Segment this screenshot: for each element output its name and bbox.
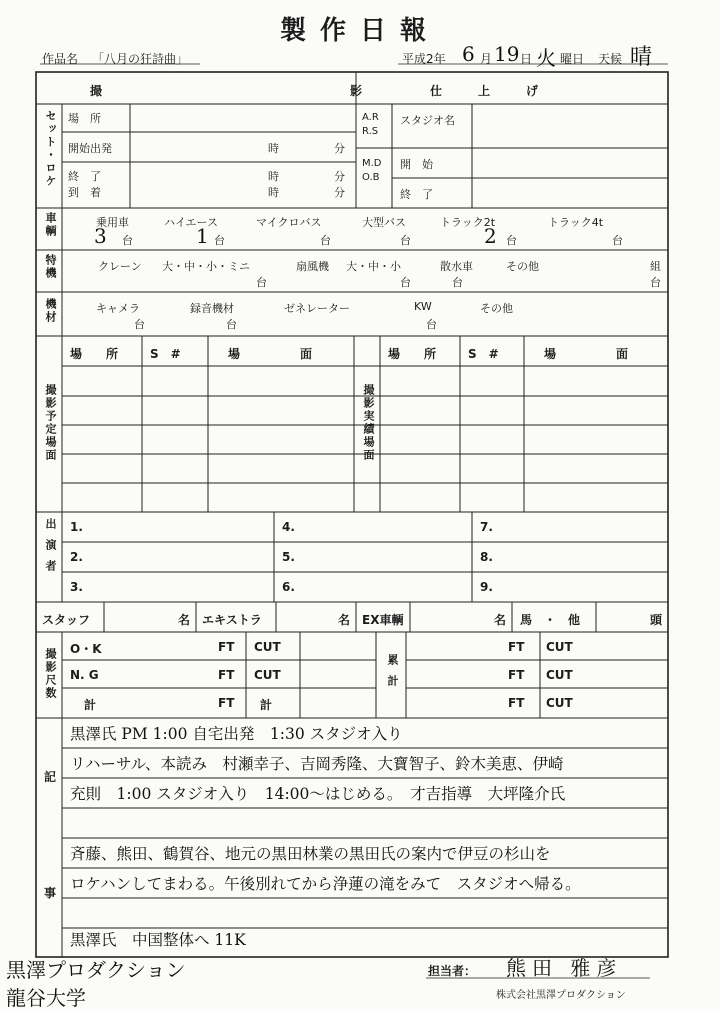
ft-unit: FT xyxy=(508,696,525,710)
watermark-line: 黒澤プロダクション xyxy=(6,958,186,982)
vehicle-unit: 台 xyxy=(122,234,133,247)
crane-label: クレーン xyxy=(98,260,142,273)
vehicle-item: ハイエース xyxy=(164,216,219,229)
vehicle-count: 1 xyxy=(196,224,209,248)
fan-label: 扇風機 xyxy=(296,260,329,273)
cast-number: 3. xyxy=(70,580,83,594)
watermark-line: 龍谷大学 xyxy=(6,986,86,1010)
location-vlabel: セット・ロケ xyxy=(44,110,57,188)
equipment-item: その他 xyxy=(480,302,513,315)
cast-number: 7. xyxy=(480,520,493,534)
scene-header-scene: 場 面 xyxy=(228,347,313,361)
ft-unit: FT xyxy=(508,668,525,682)
actual-scenes-vlabel: 撮影実績場面 xyxy=(362,384,375,462)
cast-number: 8. xyxy=(480,550,493,564)
cut-unit: CUT xyxy=(254,640,281,654)
cast-number: 4. xyxy=(282,520,295,534)
day-unit: 日 xyxy=(520,52,533,66)
arrive-hour: 時 xyxy=(268,186,279,199)
equipment-unit: 台 xyxy=(426,318,437,331)
equipment-vlabel: 機材 xyxy=(44,298,57,324)
company-name: 株式会社黒澤プロダクション xyxy=(496,990,626,1001)
vehicle-count: 3 xyxy=(94,224,107,248)
cast-vlabel: 出演者 xyxy=(44,518,57,581)
total-label: 計 xyxy=(260,698,273,712)
head-unit: 頭 xyxy=(650,613,663,627)
responsible-name: 熊田 雅彦 xyxy=(506,956,623,980)
scene-header-place: 場 所 xyxy=(388,347,437,361)
special-set-unit: 組 xyxy=(650,260,661,273)
fan-sizes: 大・中・小 xyxy=(346,260,401,273)
equipment-item: ゼネレーター xyxy=(284,302,350,315)
cut-unit: CUT xyxy=(546,640,573,654)
month-value: 6 xyxy=(462,42,475,66)
note-line: 充則 1:00 スタジオ入り 14:00～はじめる。 才吉指導 大坪隆介氏 xyxy=(70,785,566,803)
arrive-minute: 分 xyxy=(334,186,345,199)
vehicle-item: トラック2t xyxy=(440,216,496,229)
cast-number: 1. xyxy=(70,520,83,534)
cut-unit: CUT xyxy=(254,668,281,682)
scene-header-sno: S # xyxy=(150,347,181,361)
page-title: 製作日報 xyxy=(279,16,440,46)
start-label: 開 始 xyxy=(400,158,433,171)
weekday-label: 曜日 xyxy=(560,52,585,66)
ob-label: O.B xyxy=(362,172,380,183)
crane-sizes: 大・中・小・ミニ xyxy=(162,260,250,273)
cast-number: 9. xyxy=(480,580,493,594)
ex-vehicle-name-unit: 名 xyxy=(494,613,507,627)
notes-vlabel: 記 xyxy=(44,770,57,784)
section-finishing: 仕 上 げ xyxy=(430,84,539,98)
vehicle-unit: 台 xyxy=(400,234,411,247)
scene-header-sno: S # xyxy=(468,347,499,361)
ar-label: A.R xyxy=(362,112,379,123)
extra-label: エキストラ xyxy=(202,613,262,627)
footage-vlabel: 撮影尺数 xyxy=(44,648,57,700)
studio-label: スタジオ名 xyxy=(400,114,455,127)
note-line: 黒澤氏 PM 1:00 自宅出発 1:30 スタジオ入り xyxy=(70,725,403,743)
horse-label: 馬 ・ 他 xyxy=(520,613,581,627)
total-label: 計 xyxy=(84,698,97,712)
scene-header-scene: 場 面 xyxy=(544,347,629,361)
special-unit: 台 xyxy=(256,276,267,289)
cast-number: 2. xyxy=(70,550,83,564)
vehicle-item: 大型バス xyxy=(362,216,406,229)
ex-vehicle-label: EX車輌 xyxy=(362,613,404,627)
depart-hour: 時 xyxy=(268,142,279,155)
ft-unit: FT xyxy=(218,696,235,710)
special-vlabel: 特機 xyxy=(44,254,57,280)
md-label: M.D xyxy=(362,158,382,169)
end-label: 終 了 xyxy=(68,170,101,183)
weather-value: 晴 xyxy=(630,45,653,70)
ft-unit: FT xyxy=(218,640,235,654)
cumulative-vlabel: 累計 xyxy=(386,654,399,696)
rs-label: R.S xyxy=(362,126,379,137)
note-line: リハーサル、本読み 村瀬幸子、吉岡秀隆、大寶智子、鈴木美恵、伊崎 xyxy=(70,755,564,773)
vehicle-unit: 台 xyxy=(320,234,331,247)
note-line: 斉藤、熊田、鶴賀谷、地元の黒田林業の黒田氏の案内で伊豆の杉山を xyxy=(70,845,551,863)
ng-label: N. G xyxy=(70,668,99,682)
equipment-item: 録音機材 xyxy=(190,302,234,315)
staff-label: スタッフ xyxy=(42,613,91,627)
cut-unit: CUT xyxy=(546,696,573,710)
end-hour: 時 xyxy=(268,170,279,183)
special-unit: 台 xyxy=(650,276,661,289)
vehicle-unit: 台 xyxy=(612,234,623,247)
post-end-label: 終 了 xyxy=(400,188,433,201)
ft-unit: FT xyxy=(508,640,525,654)
depart-minute: 分 xyxy=(334,142,345,155)
vehicle-unit: 台 xyxy=(506,234,517,247)
weather-label: 天候 xyxy=(598,52,623,66)
cast-number: 5. xyxy=(282,550,295,564)
era: 平成2年 xyxy=(402,52,446,66)
water-label: 散水車 xyxy=(440,260,473,273)
ok-label: O・K xyxy=(70,642,102,656)
cast-number: 6. xyxy=(282,580,295,594)
note-line: 黒澤氏 中国整体へ 11K xyxy=(70,931,246,949)
cut-unit: CUT xyxy=(546,668,573,682)
work-title: 「八月の狂詩曲」 xyxy=(92,52,189,66)
vehicle-item: トラック4t xyxy=(548,216,604,229)
special-other: その他 xyxy=(506,260,539,273)
depart-label: 開始出発 xyxy=(68,142,112,155)
day-value: 19 xyxy=(494,42,520,66)
vehicle-item: マイクロバス xyxy=(256,216,322,229)
notes-vlabel: 事 xyxy=(44,886,57,900)
place-label: 場 所 xyxy=(68,112,101,125)
equipment-item: キャメラ xyxy=(96,302,140,315)
vehicle-unit: 台 xyxy=(214,234,225,247)
staff-name-unit: 名 xyxy=(178,613,191,627)
responsible-label: 担当者： xyxy=(428,964,477,978)
section-shooting: 撮 影 xyxy=(90,84,403,98)
arrive-label: 到 着 xyxy=(68,186,101,199)
vehicle-item: 乗用車 xyxy=(96,216,129,229)
month-unit: 月 xyxy=(480,52,493,66)
equipment-item: KW xyxy=(414,300,432,313)
vehicles-vlabel: 車輌 xyxy=(44,212,57,238)
special-unit: 台 xyxy=(400,276,411,289)
weekday-value: 火 xyxy=(536,46,556,70)
equipment-unit: 台 xyxy=(134,318,145,331)
scene-header-place: 場 所 xyxy=(70,347,119,361)
extra-name-unit: 名 xyxy=(338,613,351,627)
ft-unit: FT xyxy=(218,668,235,682)
vehicle-count: 2 xyxy=(484,224,497,248)
equipment-unit: 台 xyxy=(226,318,237,331)
planned-scenes-vlabel: 撮影予定場面 xyxy=(44,384,57,462)
special-unit: 台 xyxy=(452,276,463,289)
note-line: ロケハンしてまわる。午後別れてから浄蓮の滝をみて スタジオへ帰る。 xyxy=(70,875,581,893)
end-minute: 分 xyxy=(334,170,345,183)
work-label: 作品名 xyxy=(42,52,79,66)
